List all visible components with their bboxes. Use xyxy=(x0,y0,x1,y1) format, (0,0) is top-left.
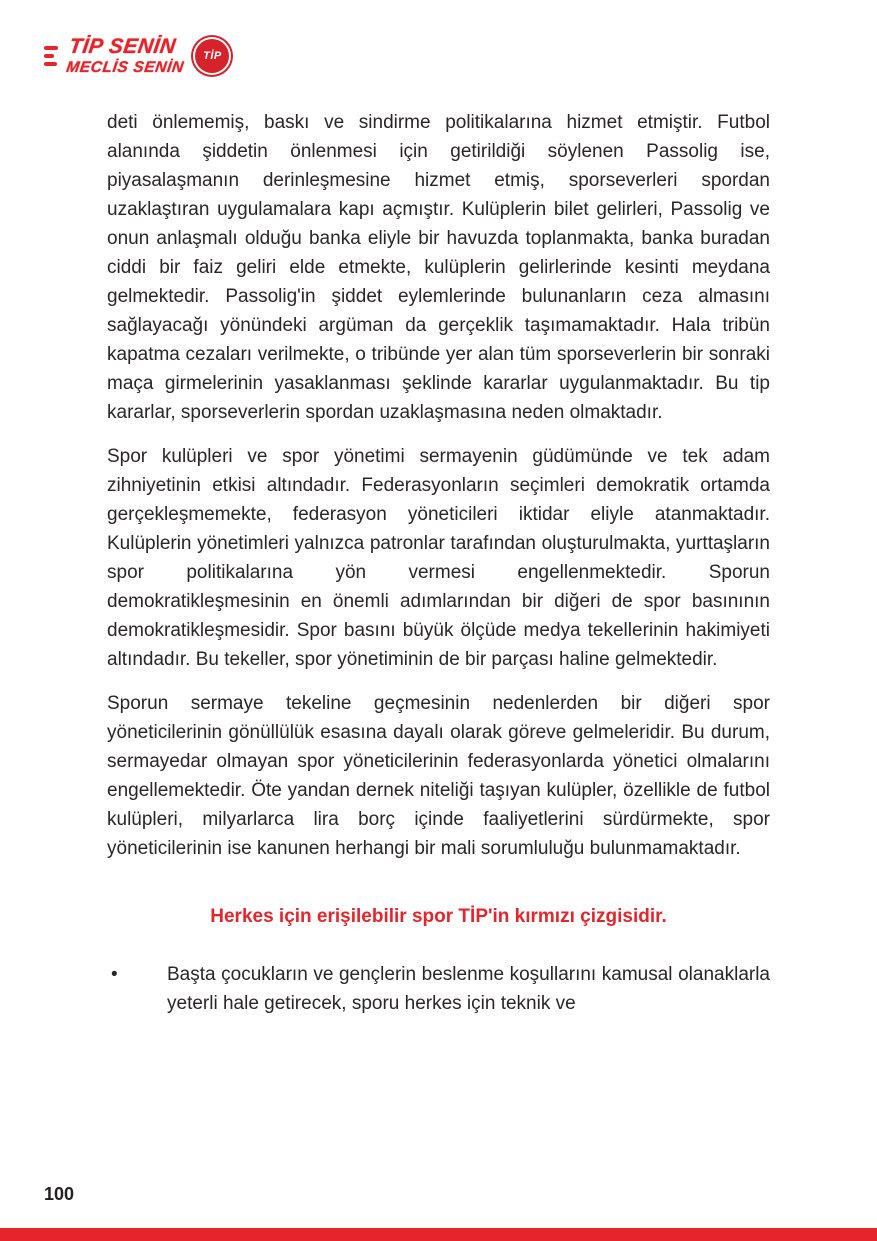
logo-text xyxy=(65,36,188,76)
document-body xyxy=(107,108,770,1018)
bottom-accent-bar xyxy=(0,1228,877,1241)
logo-speed-lines-icon xyxy=(44,46,58,66)
party-logo xyxy=(44,36,231,76)
paragraph-1: deti önlememiş, baskı ve sindirme politikalarına hizmet etmiştir. Futbol alanında şiddetin önlenmesi için getirildiği söylenen Passolig ise, piyasalaşmanın derinleşmesine hizmet etmiş, sporseverleri spordan uzaklaştıran uygulamalara kapı açmıştır. Kulüplerin bilet gelirleri, Passolig ve onun anlaşmalı olduğu banka eliyle bir havuzda toplanmakta, banka buradan ciddi bir faiz geliri elde etmekte, kulüplerin gelirlerinde kesinti meydana gelmektedir. Passolig'in şiddet eylemlerinde bulunanların ceza almasını sağlayacağı yönündeki argüman da gerçeklik taşımamaktadır. Hala tribün kapatma cezaları verilmekte, o tribünde yer alan tüm sporseverlerin bir sonraki maça girmelerinin yasaklanması şeklinde kararlar uygulanmaktadır. Bu tip kararlar, sporseverlerin spordan uzaklaşmasına neden olmaktadır. xyxy=(107,112,770,423)
logo-line1: TİP SENİN xyxy=(67,35,178,58)
party-emblem-text: TİP xyxy=(203,49,222,62)
bullet-text: Başta çocukların ve gençlerin beslenme koşullarını kamusal olanaklarla yeterli hale getirecek, sporu herkes için teknik ve xyxy=(167,964,770,1014)
page-number: 100 xyxy=(44,1184,75,1204)
list-item xyxy=(107,960,770,1018)
logo-line2: MECLİS SENİN xyxy=(65,59,185,76)
bullet-list xyxy=(107,960,770,1018)
paragraph-2: Spor kulüpleri ve spor yönetimi sermayenin güdümünde ve tek adam zihniyetinin etkisi altındadır. Federasyonların seçimleri demokratik ortamda gerçekleşmemekte, federasyon yöneticileri iktidar eliyle atanmaktadır. Kulüplerin yönetimleri yalnızca patronlar tarafından oluşturulmakta, yurttaşların spor politikalarına yön vermesi engellenmektedir. Sporun demokratikleşmesinin en önemli adımlarından bir diğeri de spor basınının demokratikleşmesidir. Spor basını büyük ölçüde medya tekellerinin hakimiyeti altındadır. Bu tekeller, spor yönetiminin de bir parçası haline gelmektedir. xyxy=(107,446,770,670)
paragraph-3: Sporun sermaye tekeline geçmesinin nedenlerden bir diğeri spor yöneticilerinin gönüllülük esasına dayalı olarak göreve gelmeleridir. Bu durum, sermayedar olmayan spor yöneticilerinin federasyonlarda yönetici olmalarını engellemektedir. Öte yandan dernek niteliği taşıyan kulüpler, özellikle de futbol kulüpleri, milyarlarca lira borç içinde faaliyetlerini sürdürmekte, spor yöneticilerinin ise kanunen herhangi bir mali sorumluluğu bulunmamaktadır. xyxy=(107,693,770,859)
bullet-marker: • xyxy=(111,964,118,985)
section-heading: Herkes için erişilebilir spor TİP'in kırmızı çizgisidir. xyxy=(210,906,667,927)
party-emblem-icon xyxy=(193,37,231,75)
